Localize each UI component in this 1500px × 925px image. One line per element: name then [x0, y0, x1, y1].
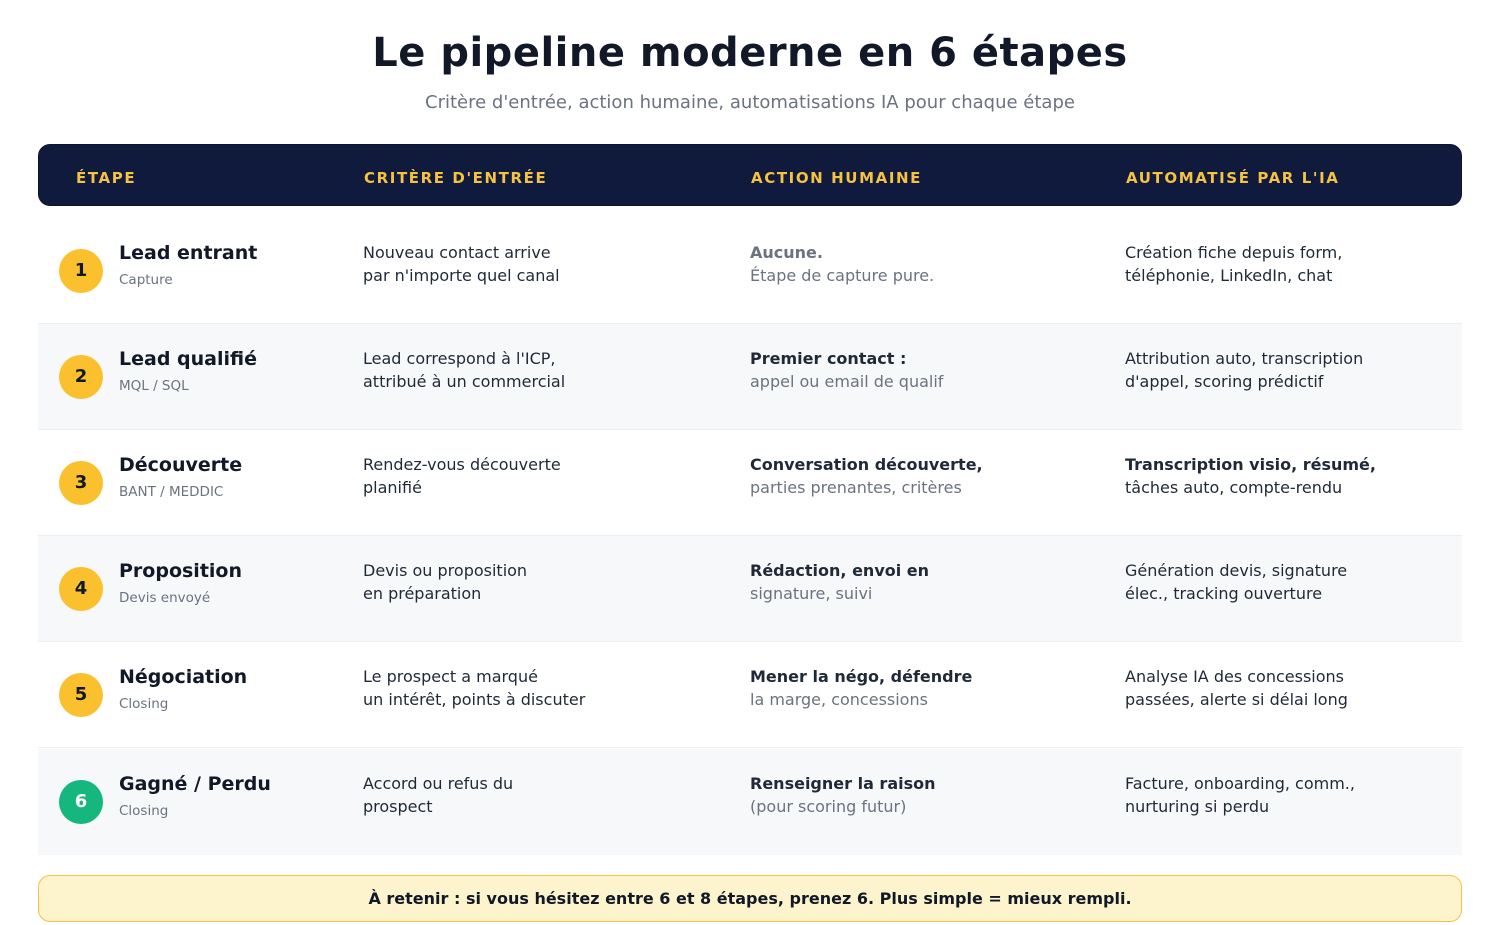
table-row — [38, 642, 1462, 748]
ai-automation: Création fiche depuis form, téléphonie, LinkedIn, chat — [1125, 243, 1343, 285]
page-subtitle: Critère d'entrée, action humaine, automatisations IA pour chaque étape — [425, 92, 1075, 113]
stage-number-badge: 4 — [59, 567, 103, 611]
human-action: Aucune. Étape de capture pure. — [750, 243, 935, 285]
stage-number-badge: 5 — [59, 673, 103, 717]
ai-automation: Transcription visio, résumé, tâches auto, compte-rendu — [1125, 455, 1376, 497]
table-row — [38, 536, 1462, 642]
entry-criteria: Accord ou refus du prospect — [363, 774, 514, 816]
entry-criteria: Devis ou proposition en préparation — [363, 561, 528, 603]
stage-name: Lead qualifié — [119, 348, 257, 370]
stage-number-badge: 2 — [59, 355, 103, 399]
human-action: Renseigner la raison (pour scoring futur) — [750, 774, 936, 816]
human-action: Mener la négo, défendre la marge, concessions — [750, 667, 973, 709]
table-row — [38, 324, 1462, 430]
ai-automation: Attribution auto, transcription d'appel, scoring prédictif — [1125, 349, 1364, 391]
table-row — [38, 218, 1462, 324]
stage-subtitle: Capture — [119, 272, 173, 288]
column-header-etape: ÉTAPE — [76, 169, 137, 187]
stage-name: Lead entrant — [119, 242, 258, 264]
stage-number-badge: 1 — [59, 249, 103, 293]
ai-automation: Analyse IA des concessions passées, alerte si délai long — [1125, 667, 1348, 709]
human-action: Conversation découverte, parties prenantes, critères — [750, 455, 983, 497]
page-title: Le pipeline moderne en 6 étapes — [372, 30, 1128, 76]
stage-number-badge: 3 — [59, 461, 103, 505]
column-header-action-humaine: ACTION HUMAINE — [751, 169, 923, 187]
takeaway-note: À retenir : si vous hésitez entre 6 et 8 étapes, prenez 6. Plus simple = mieux rempli. — [38, 875, 1462, 922]
entry-criteria: Nouveau contact arrive par n'importe quel canal — [363, 243, 560, 285]
column-header-critere: CRITÈRE D'ENTRÉE — [364, 169, 548, 187]
human-action: Premier contact : appel ou email de qualif — [750, 349, 944, 391]
table-row — [38, 430, 1462, 536]
stage-subtitle: Closing — [119, 696, 169, 712]
column-header-automatise-ia: AUTOMATISÉ PAR L'IA — [1126, 169, 1340, 187]
entry-criteria: Rendez-vous découverte planifié — [363, 455, 561, 497]
stage-name: Gagné / Perdu — [119, 773, 271, 795]
stage-subtitle: BANT / MEDDIC — [119, 484, 224, 500]
stage-subtitle: MQL / SQL — [119, 378, 189, 394]
table-header — [38, 144, 1462, 206]
entry-criteria: Lead correspond à l'ICP, attribué à un commercial — [363, 349, 566, 391]
stage-subtitle: Devis envoyé — [119, 590, 211, 606]
stage-name: Découverte — [119, 454, 243, 476]
entry-criteria: Le prospect a marqué un intérêt, points à discuter — [363, 667, 586, 709]
stage-name: Proposition — [119, 560, 242, 582]
stage-name: Négociation — [119, 666, 248, 688]
stage-number-badge: 6 — [59, 780, 103, 824]
ai-automation: Génération devis, signature élec., tracking ouverture — [1125, 561, 1348, 603]
human-action: Rédaction, envoi en signature, suivi — [750, 561, 930, 603]
ai-automation: Facture, onboarding, comm., nurturing si perdu — [1125, 774, 1355, 816]
stage-subtitle: Closing — [119, 803, 169, 819]
table-row — [38, 749, 1462, 855]
